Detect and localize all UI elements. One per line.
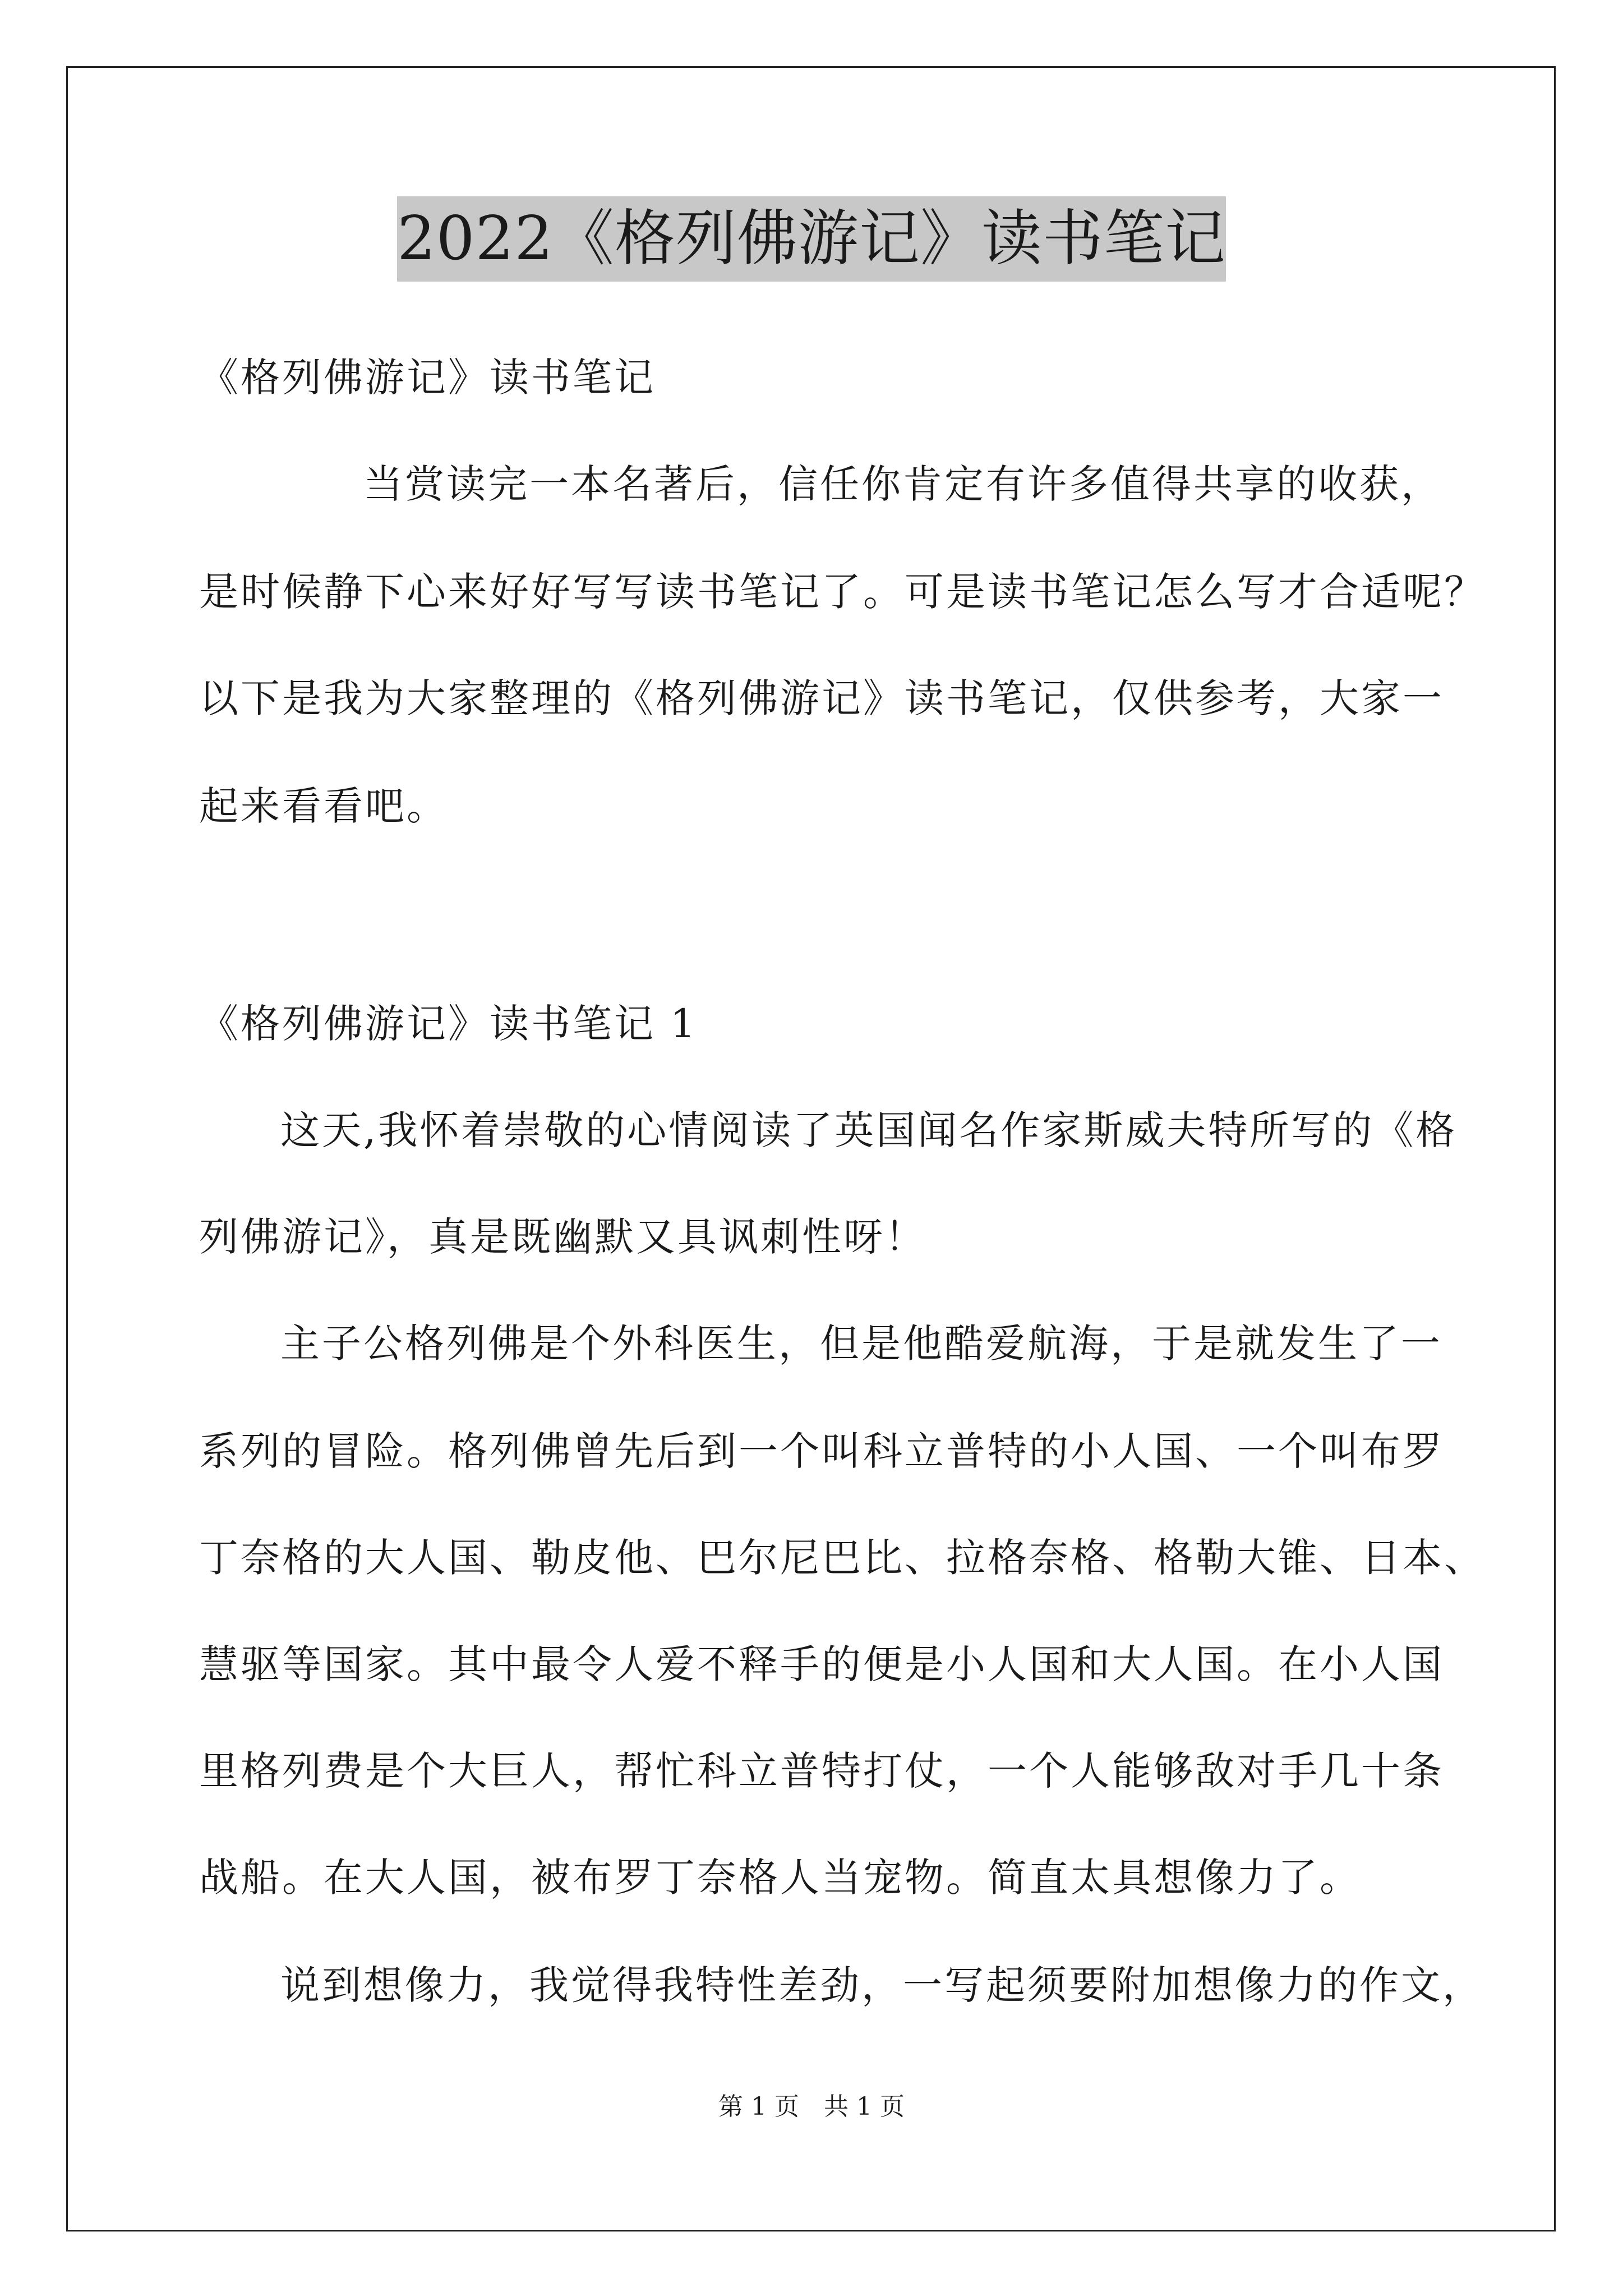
paragraph2-line-3: 丁奈格的大人国、勒皮他、巴尔尼巴比、拉格奈格、格勒大锥、日本、 [199, 1535, 1486, 1581]
intro-line-3: 以下是我为大家整理的《格列佛游记》读书笔记，仅供参考，大家一 [199, 675, 1444, 721]
intro-line-1: 当赏读完一本名著后，信任你肯定有许多值得共享的收获， [363, 461, 1442, 507]
page-footer: 第 1 页 共 1 页 [718, 2092, 905, 2121]
paragraph1-line-1: 这天,我怀着崇敬的心情阅读了英国闻名作家斯威夫特所写的《格 [280, 1107, 1458, 1153]
section-heading: 《格列佛游记》读书笔记 1 [199, 1001, 698, 1047]
intro-line-4: 起来看看吧。 [199, 783, 448, 829]
paragraph3-line-1: 说到想像力，我觉得我特性差劲，一写起须要附加想像力的作文， [280, 1962, 1484, 2008]
paragraph2-line-5: 里格列费是个大巨人，帮忙科立普特打仗，一个人能够敌对手几十条 [199, 1748, 1444, 1794]
paragraph2-line-1: 主子公格列佛是个外科医生，但是他酷爱航海，于是就发生了一 [280, 1320, 1442, 1366]
intro-line-2: 是时候静下心来好好写写读书笔记了。可是读书笔记怎么写才合适呢？ [199, 569, 1486, 615]
title-container [0, 196, 1623, 282]
paragraph2-line-2: 系列的冒险。格列佛曾先后到一个叫科立普特的小人国、一个叫布罗 [199, 1428, 1444, 1474]
paragraph2-line-6: 战船。在大人国，被布罗丁奈格人当宠物。简直太具想像力了。 [199, 1855, 1361, 1901]
document-subtitle: 《格列佛游记》读书笔记 [199, 355, 656, 401]
document-title: 2022《格列佛游记》读书笔记 [397, 196, 1226, 282]
paragraph1-line-2: 列佛游记》，真是既幽默又具讽刺性呀！ [199, 1214, 926, 1260]
paragraph2-line-4: 慧驱等国家。其中最令人爱不释手的便是小人国和大人国。在小人国 [199, 1641, 1444, 1687]
